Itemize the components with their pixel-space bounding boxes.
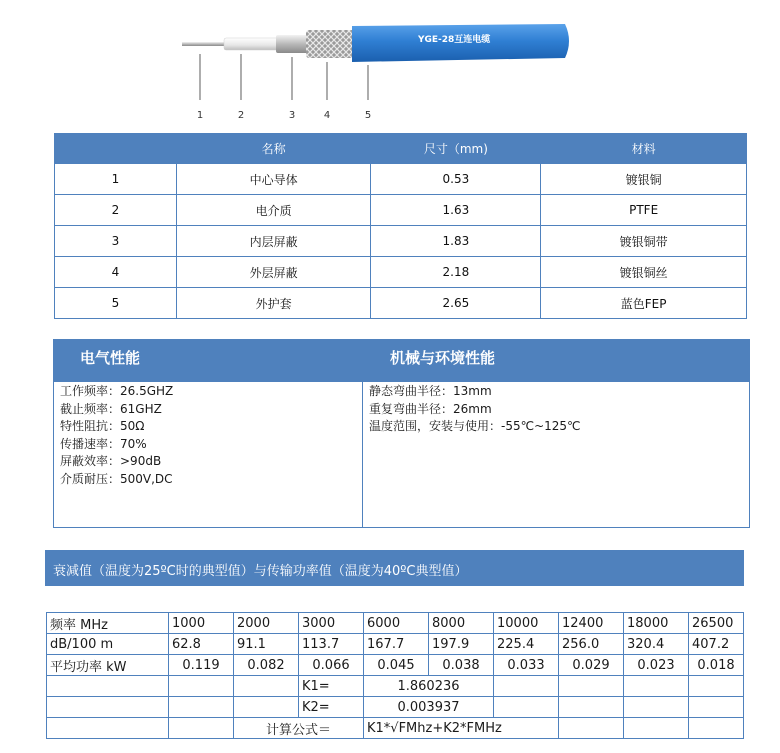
- electrical-specs: [60, 383, 173, 488]
- table-row: [55, 226, 747, 257]
- cell-size: 2.18: [371, 257, 541, 288]
- cell: 0.018: [689, 655, 744, 676]
- cable-number-4: 4: [323, 110, 331, 121]
- cell: 62.8: [169, 634, 234, 655]
- electrical-title: 电气性能: [80, 349, 141, 367]
- spec-line: 静态弯曲半径：13mm: [369, 384, 492, 398]
- cell: 0.023: [624, 655, 689, 676]
- attenuation-table: [46, 612, 744, 739]
- cell: 407.2: [689, 634, 744, 655]
- cable-number-1: 1: [196, 110, 204, 121]
- cell-material: 镀银铜丝: [541, 257, 747, 288]
- header-name: 名称: [176, 134, 371, 164]
- spec-line: 截止频率：61GHZ: [60, 401, 162, 416]
- row-label: 平均功率 kW: [47, 655, 169, 676]
- cell: 256.0: [559, 634, 624, 655]
- cell: 0.033: [494, 655, 559, 676]
- cell: 26500: [689, 613, 744, 634]
- formula: K1*√FMhz+K2*FMHz: [364, 718, 559, 739]
- cell: 12400: [559, 613, 624, 634]
- cell: 0.029: [559, 655, 624, 676]
- table-row: [47, 613, 744, 634]
- row-label: 频率 MHz: [47, 613, 169, 634]
- k2-label: K2=: [299, 697, 364, 718]
- dimension-table: [54, 133, 747, 319]
- cell-index: 2: [55, 195, 177, 226]
- cell: 0.119: [169, 655, 234, 676]
- cable-number-2: 2: [237, 110, 245, 121]
- performance-header: [54, 340, 749, 382]
- cell: 3000: [299, 613, 364, 634]
- cell-name: 外层屏蔽: [176, 257, 371, 288]
- spec-line: 温度范围，安装与使用：-55℃~125℃: [369, 419, 581, 433]
- row-label: dB/100 m: [47, 634, 169, 655]
- table-row: [55, 164, 747, 195]
- header-material: 材料: [541, 134, 747, 164]
- cell-index: 5: [55, 288, 177, 319]
- table-row: [47, 655, 744, 676]
- mechanical-title: 机械与环境性能: [390, 349, 496, 367]
- cell-index: 4: [55, 257, 177, 288]
- inner-shield: [276, 35, 310, 53]
- k1-label: K1=: [299, 676, 364, 697]
- table-row: [47, 718, 744, 739]
- cell: 6000: [364, 613, 429, 634]
- cable-number-3: 3: [288, 110, 296, 121]
- spec-line: 介质耐压：500V,DC: [60, 471, 173, 486]
- k1-value: 1.860236: [364, 676, 494, 697]
- spec-line: 特性阻抗：50Ω: [60, 419, 145, 433]
- dielectric: [224, 38, 279, 50]
- cell-size: 1.83: [371, 226, 541, 257]
- cell: 167.7: [364, 634, 429, 655]
- cell-name: 内层屏蔽: [176, 226, 371, 257]
- table-row: [47, 697, 744, 718]
- cell: 18000: [624, 613, 689, 634]
- performance-panel: [53, 339, 750, 528]
- table-row: [47, 676, 744, 697]
- attenuation-title: 衰减值（温度为25ºC时的典型值）与传输功率值（温度为40ºC典型值）: [53, 564, 468, 579]
- table-row: [55, 257, 747, 288]
- cell-size: 1.63: [371, 195, 541, 226]
- cable-number-5: 5: [364, 110, 372, 121]
- cell-name: 电介质: [176, 195, 371, 226]
- cell: 2000: [234, 613, 299, 634]
- attenuation-header: [45, 550, 744, 586]
- cell-name: 中心导体: [176, 164, 371, 195]
- cell: 113.7: [299, 634, 364, 655]
- formula-label: 计算公式＝: [234, 718, 364, 739]
- spec-line: 屏蔽效率：>90dB: [60, 454, 162, 468]
- cell: 10000: [494, 613, 559, 634]
- header-size: 尺寸（mm): [371, 134, 541, 164]
- cell: 1000: [169, 613, 234, 634]
- cell: 320.4: [624, 634, 689, 655]
- k2-value: 0.003937: [364, 697, 494, 718]
- cell: 0.038: [429, 655, 494, 676]
- coax-cable-drawing: [160, 10, 600, 120]
- cell-index: 1: [55, 164, 177, 195]
- table-row: [55, 195, 747, 226]
- spec-line: 重复弯曲半径：26mm: [369, 401, 492, 416]
- cell-name: 外护套: [176, 288, 371, 319]
- cell: 8000: [429, 613, 494, 634]
- cell: 197.9: [429, 634, 494, 655]
- cell: 0.082: [234, 655, 299, 676]
- cell-index: 3: [55, 226, 177, 257]
- cell-size: 0.53: [371, 164, 541, 195]
- cell: 0.045: [364, 655, 429, 676]
- header-index: [55, 134, 177, 164]
- cell-material: 镀银铜带: [541, 226, 747, 257]
- center-conductor: [182, 42, 227, 46]
- table-row: [55, 288, 747, 319]
- cell: 91.1: [234, 634, 299, 655]
- cable-illustration: [160, 10, 600, 120]
- cell: 0.066: [299, 655, 364, 676]
- outer-braid: [306, 30, 358, 58]
- column-divider: [362, 382, 363, 528]
- table-row: [47, 634, 744, 655]
- spec-line: 传播速率：70%: [60, 436, 147, 451]
- mechanical-specs: [369, 383, 581, 436]
- table-header-row: [55, 134, 747, 164]
- spec-line: 工作频率：26.5GHZ: [60, 384, 174, 398]
- cell-size: 2.65: [371, 288, 541, 319]
- cell: 225.4: [494, 634, 559, 655]
- cell-material: PTFE: [541, 195, 747, 226]
- cable-label: YGE-28互连电缆: [418, 35, 491, 45]
- cell-material: 镀银铜: [541, 164, 747, 195]
- cell-material: 蓝色FEP: [541, 288, 747, 319]
